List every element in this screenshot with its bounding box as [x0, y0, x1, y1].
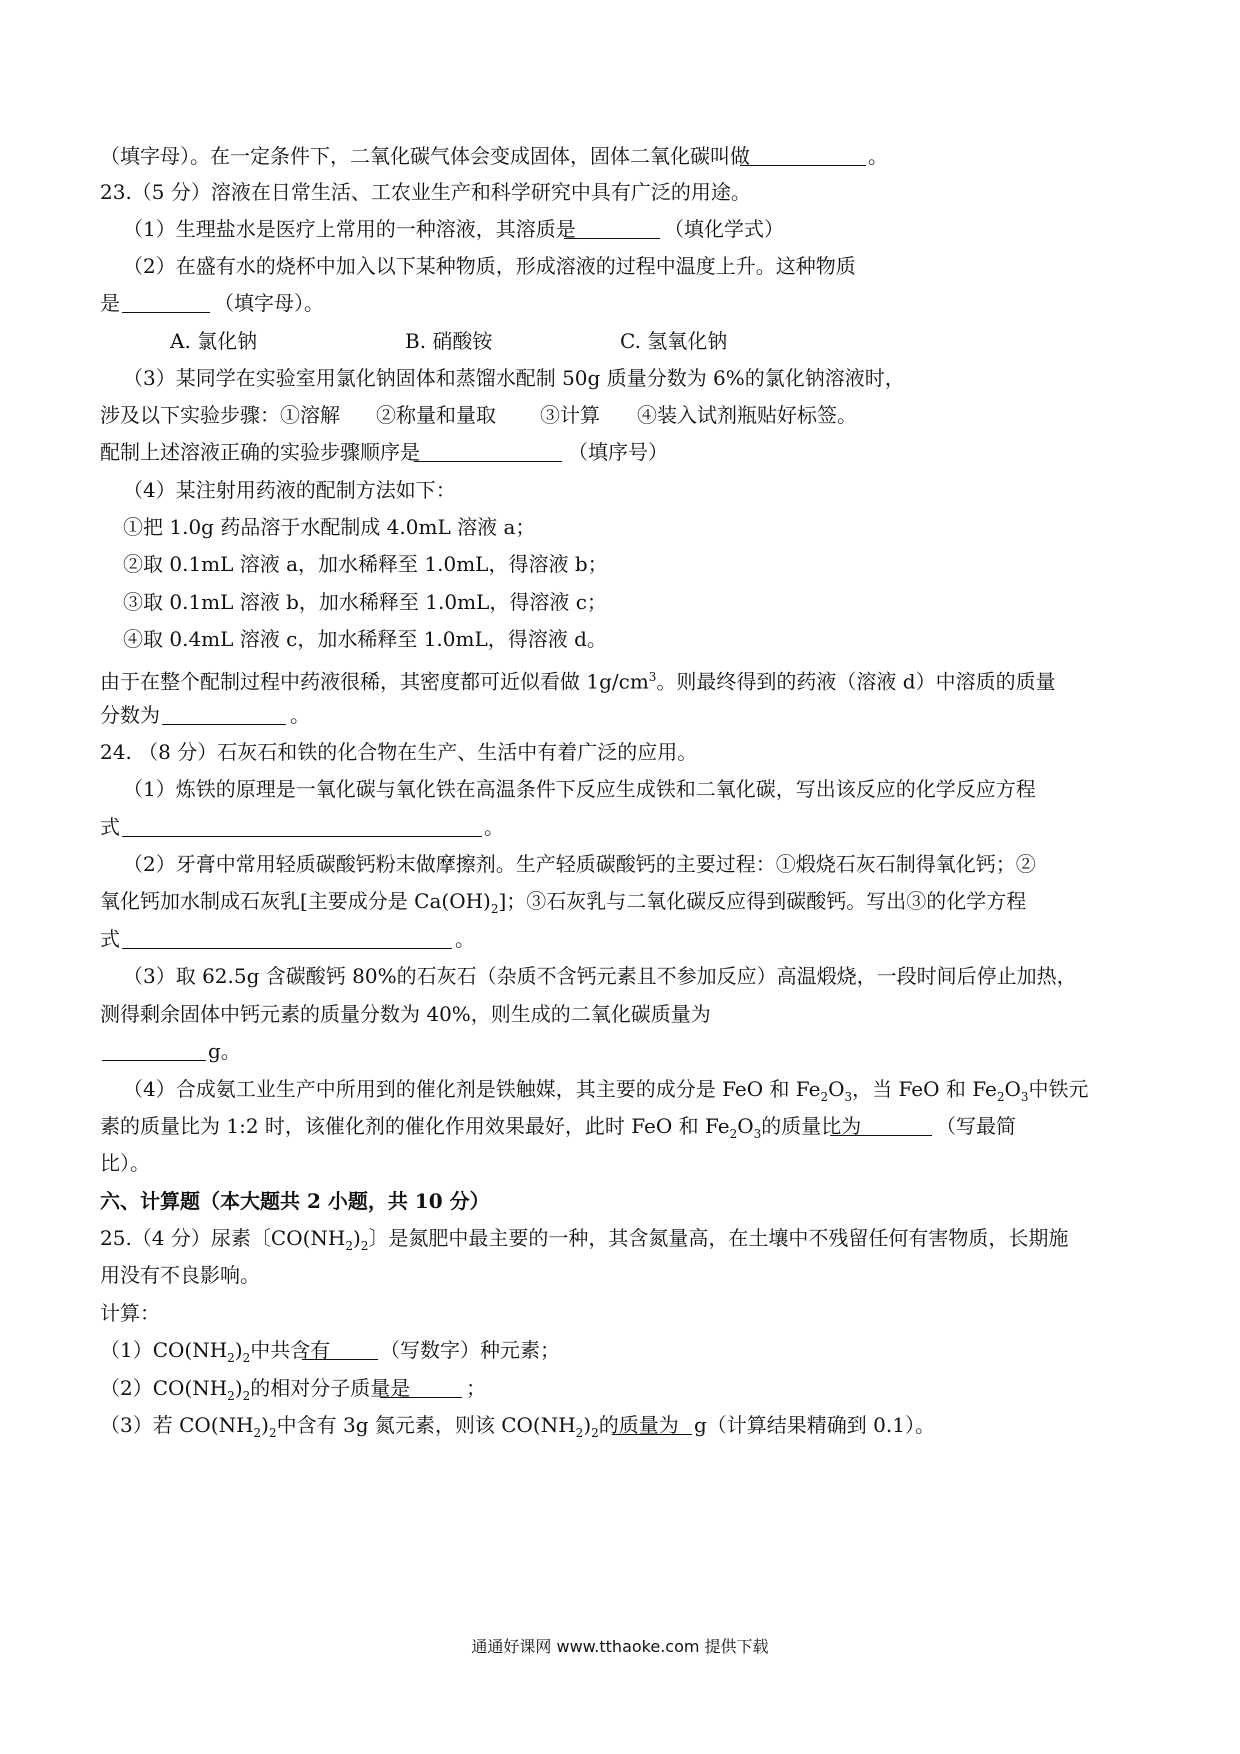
text-line: 用没有不良影响。 — [100, 1263, 260, 1287]
document-page: （填字母）。在一定条件下，二氧化碳气体会变成固体，固体二氧化碳叫做 。 23.（5 分）溶液在日常生活、工农业生产和科学研究中具有广泛的用途。 （1）生理盐水是医疗上常用的一种溶液，其溶质是 （填化学式） （2）在盛有水的烧杯中加入以下某种物质，形成溶液的过程中温度上升。这种物质 是 （填字母）。 A. 氯化钠 B. 硝酸铵 C. 氢氧化钠 （3）某同学在实验室用氯化钠固体和蒸馏水配制 50g 质量分数为 6%的氯化钠溶液时， 涉及以下实验步骤：①溶解 ②称量和量取 ③计算 ④装入试剂瓶贴好标签。 配制上述溶液正确的实验步骤顺序是 （填序号） （4）某注射用药液的配制方法如下： ①把 1.0g 药品溶于水配制成 4.0mL 溶液 a； ②取 0.1mL 溶液 a，加水稀释至 1.0mL，得溶液 b； ③取 0.1mL 溶液 b，加水稀释至 1.0mL，得溶液 c； ④取 0.4mL 溶液 c，加水稀释至 1.0mL，得溶液 d。 由于在整个配制过程中药液很稀，其密度都可近似看做 $1g/cm^3$。则最终得到的药液（溶液 d）中溶质的质量 分数为 。 24. （8 分）石灰石和铁的化合物在生产、生活中有着广泛的应用。 （1）炼铁的原理是一氧化碳与氧化铁在高温条件下反应生成铁和二氧化碳，写出该反应的化学反应方程 式 。 （2）牙膏中常用轻质碳酸钙粉末做摩擦剂。生产轻质碳酸钙的主要过程：①煅烧石灰石制得氧化钙；② 氧化钙加水制成石灰乳[主要成分是 $Ca(OH)_2$]；③石灰乳与二氧化碳反应得到碳酸钙。写出③的化学方程 式 。 （3）取 62.5g 含碳酸钙 80%的石灰石（杂质不含钙元素且不参加反应）高温煅烧，一段时间后停止加热， 测得剩余固体中钙元素的质量分数为 40%，则生成的二氧化碳质量为 g。 （4）合成氨工业生产中所用到的催化剂是铁触媒，其主要的成分是 FeO 和 $Fe_2O_3$，当 FeO 和 $Fe_2O_3$中铁元 素的质量比为 1:2 时，该催化剂的催化作用效果最好，此时 FeO 和 $Fe_2O_3$的质量比为 （写最简 比）。 六、计算题（本大题共 2 小题，共 10 分） 25.（4 分）尿素〔$CO(NH_2)_2$〕是氮肥中最主要的一种，其含氮量高，在土壤中不残留任何有害物质，长期施 用没有不良影响。 计算： $(1)CO(NH_2)_2$中共含有 （写数字）种元素； $(2)CO(NH_2)_2$的相对分子质量是 ； （3）若 $CO(NH_2)_2$中含有 3g 氮元素，则该 $CO(NH_2)_2$的质量为 g（计算结果精确到 0.1）。 通通好课网 www.tthaoke.com 提供下载 — [0, 0, 1240, 1754]
answer-blank[interactable] — [162, 704, 286, 725]
text-line: （2）牙膏中常用轻质碳酸钙粉末做摩擦剂。生产轻质碳酸钙的主要过程：①煅烧石灰石制得氧化钙；② — [123, 852, 1036, 876]
option-c: C. 氢氧化钠 — [620, 329, 728, 353]
answer-blank[interactable] — [612, 1414, 692, 1435]
answer-blank[interactable] — [740, 145, 866, 166]
text-line: （1）炼铁的原理是一氧化碳与氧化铁在高温条件下反应生成铁和二氧化碳，写出该反应的化学反应方程 — [123, 777, 1036, 801]
option-a: A. 氯化钠 — [170, 329, 258, 353]
answer-blank[interactable] — [122, 292, 210, 313]
answer-blank[interactable] — [564, 218, 660, 239]
question-23-heading: 23.（5 分）溶液在日常生活、工农业生产和科学研究中具有广泛的用途。 — [100, 180, 751, 204]
text-line: 由于在整个配制过程中药液很稀，其密度都可近似看做 $1g/cm^3$。则最终得到的药液（溶液 d）中溶质的质量 — [100, 669, 1056, 694]
answer-blank[interactable] — [380, 1377, 462, 1398]
text-line: 比）。 — [100, 1151, 150, 1175]
answer-blank[interactable] — [830, 1115, 932, 1136]
text-line: ④取 0.4mL 溶液 c，加水稀释至 1.0mL，得溶液 d。 — [123, 627, 607, 651]
section-six-heading: 六、计算题（本大题共 2 小题，共 10 分） — [100, 1189, 490, 1213]
answer-blank[interactable] — [122, 928, 452, 949]
text-line: 计算： — [100, 1301, 160, 1325]
answer-blank[interactable] — [302, 1339, 378, 1360]
text-line: ③取 0.1mL 溶液 b，加水稀释至 1.0mL，得溶液 c； — [123, 590, 607, 614]
text-line: ①把 1.0g 药品溶于水配制成 4.0mL 溶液 a； — [123, 515, 536, 539]
text-line: ②取 0.1mL 溶液 a，加水稀释至 1.0mL，得溶液 b； — [123, 552, 608, 576]
text-line: （4）某注射用药液的配制方法如下： — [123, 478, 456, 502]
question-25-heading: 25.（4 分）尿素〔$CO(NH_2)_2$〕是氮肥中最主要的一种，其含氮量高，在土壤中不残留任何有害物质，长期施 — [100, 1226, 1069, 1253]
text-line: （4）合成氨工业生产中所用到的催化剂是铁触媒，其主要的成分是 FeO 和 $Fe_2O_3$，当 FeO 和 $Fe_2O_3$中铁元 — [123, 1077, 1089, 1104]
option-b: B. 硝酸铵 — [405, 329, 493, 353]
answer-blank[interactable] — [122, 816, 482, 837]
text-line: 氧化钙加水制成石灰乳[主要成分是 $Ca(OH)_2$]；③石灰乳与二氧化碳反应得到碳酸钙。写出③的化学方程 — [100, 889, 1027, 916]
text-line: （3）某同学在实验室用氯化钠固体和蒸馏水配制 50g 质量分数为 6%的氯化钠溶液时， — [123, 366, 905, 390]
text-line: （3）取 62.5g 含碳酸钙 80%的石灰石（杂质不含钙元素且不参加反应）高温煅烧，一段时间后停止加热， — [123, 964, 1077, 988]
text-line: （2）在盛有水的烧杯中加入以下某种物质，形成溶液的过程中温度上升。这种物质 — [123, 254, 856, 278]
answer-blank[interactable] — [414, 441, 562, 462]
footer-credit: 通通好课网 www.tthaoke.com 提供下载 — [471, 1637, 769, 1656]
question-24-heading: 24. （8 分）石灰石和铁的化合物在生产、生活中有着广泛的应用。 — [100, 740, 698, 764]
answer-blank[interactable] — [102, 1040, 206, 1061]
text-line: 测得剩余固体中钙元素的质量分数为 40%，则生成的二氧化碳质量为 — [100, 1002, 711, 1026]
